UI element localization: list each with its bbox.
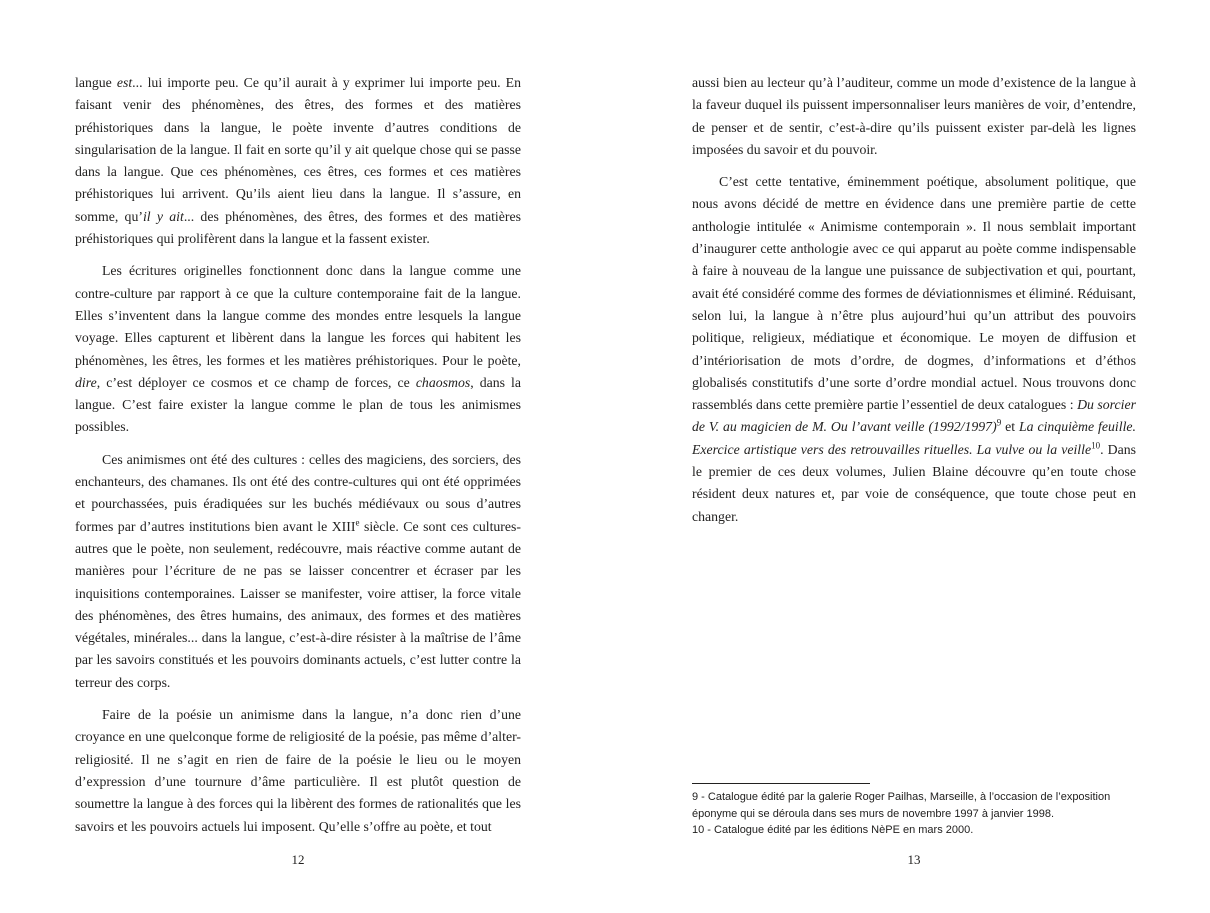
right-page-text-column [692, 72, 1136, 528]
paragraph: Faire de la poésie un animisme dans la langue, n’a donc rien d’une croyance en une quelconque forme de religiosité de la poésie, pas même d’alter-religiosité. Il ne s’agit en rien de faire de la poésie le lieu ou le moyen d’expression d’une tournure d’âme particulière. Il est plutôt question de soumettre la langue à des forces qui la libèrent des formes de rationalités que les savoirs et les pouvoirs actuels lui imposent. Qu’elle s’offre au poète, et tout [75, 707, 521, 834]
left-page-number: 12 [291, 852, 305, 867]
paragraph: langue est... lui importe peu. Ce qu’il aurait à y exprimer lui importe peu. En faisant venir des phénomènes, des êtres, des formes et des matières préhistoriques dans la langue, le poète invente d’autres conditions de singularisation de la langue. Il fait en sorte qu’il y ait quelque chose qui se passe dans la langue. Que ces phénomènes, ces êtres, ces formes et ces matières préhistoriques lui arrivent. Qu’ils aient lieu dans la langue. Il s’assure, en somme, qu’il y ait... des phénomènes, des êtres, des formes et des matières préhistoriques qui prolifèrent dans la langue et la fassent exister. [75, 75, 521, 247]
footnote-9: 9 - Catalogue édité par la galerie Roger Pailhas, Marseille, à l’occasion de l’exposition éponyme qui se déroula dans ses murs de novembre 1997 à janvier 1998. [692, 791, 1111, 820]
paragraph: Les écritures originelles fonctionnent donc dans la langue comme une contre-culture par rapport à ce que la culture contemporaine fait de la langue. Elles s’inventent dans la langue comme des mondes entre lesquels la langue voyage. Elles capturent et libèrent dans la langue les forces qui habitent les phénomènes, les êtres, les formes et les matières préhistoriques. Pour le poète, dire, c’est déployer ce cosmos et ce champ de forces, ce chaosmos, dans la langue. C’est faire exister la langue comme le plan de tous les animismes possibles. [75, 263, 521, 435]
footnote-divider [692, 783, 870, 784]
paragraph: Ces animismes ont été des cultures : celles des magiciens, des sorciers, des enchanteurs, des chamanes. Ils ont été des contre-cultures qui ont été opprimées et pourchassées, puis éradiquées sur les buchés médiévaux ou sous d’autres formes par d’autres institutions bien avant le XIIIe siècle. Ce sont ces cultures-autres que le poète, non seulement, redécouvre, mais réactive comme autant de manières pour l’écriture de ne pas se laisser concentrer et écraser par les inquisitions contemporaines. Laisser se manifester, voire attiser, la force vitale des phénomènes, des êtres humains, des animaux, des formes et des matières végétales, minérales... dans la langue, c’est-à-dire résister à la maîtrise de l’âme par les savoirs constitués et les pouvoirs dominants actuels, c’est lutter contre la terreur des corps. [75, 451, 521, 690]
paragraph: C’est cette tentative, éminemment poétique, absolument politique, que nous avons décidé de mettre en évidence dans une première partie de cette anthologie intitulée « Animisme contemporain ». Il nous semblait important d’inaugurer cette anthologie avec ce qui apparut au poète comme indispensable à faire à nouveau de la langue une puissance de subjectivation et qui, pourtant, avait été considéré comme des formes de déviationnismes et éliminé. Réduisant, selon lui, la langue à n’être plus aujourd’hui qu’un attribut des pouvoirs politique, religieux, médiatique et économique. Le moyen de diffusion et d’intériorisation de mots d’ordre, de dogmes, d’informations et d’éthos globalisés constitutifs d’une sorte d’ordre mondial actuel. Nous trouvons donc rassemblés dans cette première partie l’essentiel de deux catalogues : Du sorcier de V. au magicien de M. Ou l’avant veille $(1992/1997)^9$ et La cinquième feuille. Exercice artistique vers des retrouvailles rituelles. La vulve ou la veille$^{10}$. Dans le premier de ces deux volumes, Julien Blaine découvre qu’en toute chose résident deux natures et, par voie de conséquence, que toute chose peut en changer. [692, 174, 1136, 524]
right-page-number: 13 [907, 852, 921, 867]
footnote-10: 10 - Catalogue édité par les éditions NèPE en mars 2000. [692, 824, 974, 836]
footnotes-section [692, 783, 1138, 839]
paragraph: aussi bien au lecteur qu’à l’auditeur, comme un mode d’existence de la langue à la faveur duquel ils puissent impersonnaliser leurs manières de voir, d’entendre, de penser et de sentir, c’est-à-dire qu’ils puissent exister par-delà les lignes imposées du savoir et du pouvoir. [692, 75, 1136, 157]
left-page-text-column [75, 72, 521, 838]
